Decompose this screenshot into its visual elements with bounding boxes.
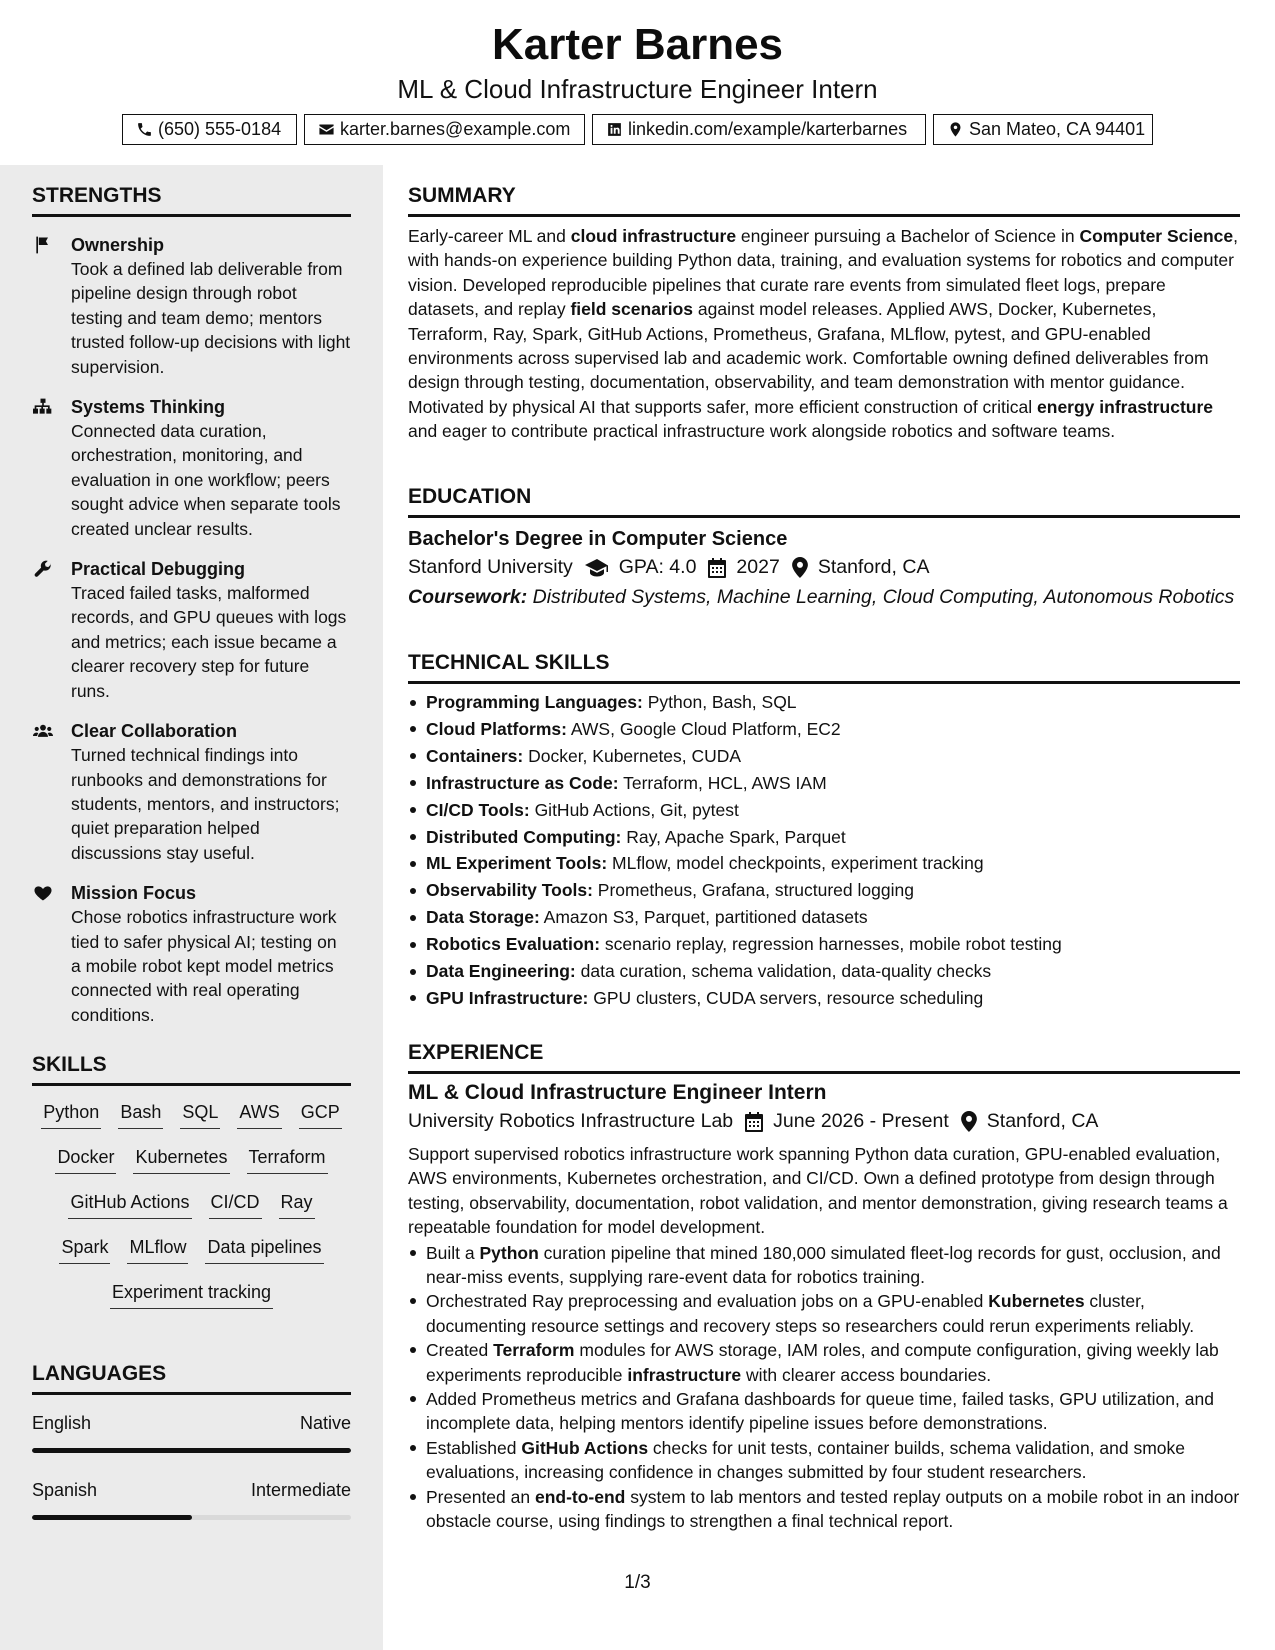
job-location: Stanford, CA [986,1110,1099,1132]
experience-bullet [408,1338,1240,1387]
text-run: Early-career ML and [408,226,571,246]
skill-values: GPU clusters, CUDA servers, resource scheduling [588,987,984,1008]
skill-category: Data Engineering: [426,961,576,982]
contact-email[interactable] [304,114,585,145]
page-number: 1/3 [624,1572,651,1593]
skill-values: data curation, schema validation, data-quality checks [575,961,992,982]
text-run: Established [426,1437,522,1458]
gpa-text: GPA: 4.0 [618,556,697,578]
technical-skill-item [408,904,1240,931]
emphasis-text: GitHub Actions [521,1437,649,1458]
technical-skill-item [408,743,1240,770]
technical-skills-list [408,689,1240,1012]
school-name: Stanford University [408,556,573,578]
skill-tag: Python [41,1101,101,1129]
technical-skill-item [408,877,1240,904]
skills-section [32,1053,351,1309]
calendar-icon [708,558,726,578]
contact-linkedin[interactable] [592,114,926,145]
summary-heading: SUMMARY [408,184,1240,217]
emphasis-text: end-to-end [534,1486,626,1507]
technical-skill-item [408,770,1240,797]
candidate-name: Karter Barnes [491,20,784,69]
experience-bullet [408,1289,1240,1338]
skill-values: Docker, Kubernetes, CUDA [523,745,742,766]
job-meta [408,1110,1240,1133]
strength-title: Mission Focus [71,883,197,904]
skill-tag: AWS [237,1101,281,1129]
text-run: modules for AWS storage, IAM roles, and compute configuration, giving weekly lab experiments reproducible [426,1340,1219,1385]
contact-phone[interactable] [122,114,297,145]
skill-tag: GCP [299,1101,342,1129]
graduation-cap-icon [585,558,609,578]
heart-icon [32,883,54,903]
language-item [32,1413,351,1453]
languages-heading: LANGUAGES [32,1362,351,1395]
phone-icon [136,121,153,138]
text-run: Orchestrated Ray preprocessing and evaluation jobs on a GPU-enabled [426,1291,989,1312]
skill-category: Infrastructure as Code: [426,772,619,793]
skill-category: GPU Infrastructure: [426,987,589,1008]
candidate-title: ML & Cloud Infrastructure Engineer Intern [397,74,878,104]
skill-category: CI/CD Tools: [426,799,530,820]
skill-tag: Ray [279,1191,315,1219]
strength-item [32,881,351,1027]
skill-tag: Docker [55,1146,116,1174]
strength-desc: Connected data curation, orchestration, monitoring, and evaluation in one workflow; peers sought advice when separate tools created unclear results. [71,421,341,539]
experience-bullet [408,1436,1240,1485]
language-level: Native [299,1413,351,1433]
experience-heading: EXPERIENCE [408,1041,1240,1074]
emphasis-text: Terraform [493,1340,575,1361]
language-level: Intermediate [250,1480,351,1500]
strengths-heading: STRENGTHS [32,184,351,217]
skill-values: Prometheus, Grafana, structured logging [592,880,914,901]
strength-item [32,557,351,703]
users-icon [32,721,54,741]
strength-title: Ownership [71,235,165,255]
text-run: Created [426,1340,494,1361]
skills-list [32,1086,351,1309]
strength-title: Practical Debugging [71,559,246,580]
map-pin-icon [792,557,808,578]
sitemap-icon [32,397,54,417]
technical-skill-item [408,716,1240,743]
summary-text [408,224,1240,444]
language-name: Spanish [32,1480,98,1500]
skill-values: scenario replay, regression harnesses, mobile robot testing [600,934,1062,955]
map-pin-icon [947,121,964,138]
map-pin-icon [961,1111,977,1132]
strength-item [32,395,351,541]
skill-tag: Experiment tracking [110,1281,273,1309]
job-dates: June 2026 - Present [773,1110,949,1132]
job-org: University Robotics Infrastructure Lab [408,1110,734,1132]
skill-tag: Spark [59,1236,110,1264]
sidebar [0,165,383,1650]
skill-tag: GitHub Actions [68,1191,191,1219]
technical-skills-section [408,651,1240,1012]
skill-tag: Bash [118,1101,163,1129]
contact-phone-text: (650) 555-0184 [158,119,282,139]
skill-values: MLflow, model checkpoints, experiment tracking [607,853,984,874]
skill-tag: Data pipelines [205,1236,323,1264]
experience-bullet [408,1387,1240,1436]
contact-email-text: karter.barnes@example.com [340,119,571,139]
envelope-icon [318,121,335,138]
languages-section [32,1362,351,1520]
contact-location-text: San Mateo, CA 94401 [969,119,1146,139]
text-run: engineer pursuing a Bachelor of Science in [736,226,1080,246]
strength-desc: Chose robotics infrastructure work tied to safer physical AI; testing on a mobile robot kept model metrics connected with real operating conditions. [71,907,337,1025]
skill-category: Robotics Evaluation: [426,934,601,955]
text-run: system to lab mentors and tested replay outputs on a mobile robot in an indoor obstacle course, using findings to strengthen a final technical report. [426,1486,1240,1532]
text-run: curation pipeline that mined 180,000 simulated fleet-log records for gust, occlusion, and near-miss events, supplying rare-event data for robotics training. [426,1242,1221,1288]
contact-bar [0,114,1275,145]
skill-category: Containers: [426,745,524,766]
technical-skill-item [408,985,1240,1012]
experience-section [408,1041,1240,1534]
technical-skill-item [408,931,1240,958]
technical-skills-heading: TECHNICAL SKILLS [408,651,1240,684]
education-heading: EDUCATION [408,485,1240,518]
technical-skill-item [408,797,1240,824]
wrench-icon [32,559,54,579]
coursework-text: Distributed Systems, Machine Learning, Cloud Computing, Autonomous Robotics [527,586,1235,608]
emphasis-text: Kubernetes [988,1291,1085,1312]
skill-category: ML Experiment Tools: [426,853,608,874]
skill-values: Terraform, HCL, AWS IAM [618,772,827,793]
strength-title: Clear Collaboration [71,721,238,742]
job-summary: Support supervised robotics infrastructure work spanning Python data curation, GPU-enabled evaluation, AWS environments, Kubernetes orchestration, and CI/CD. Own a defined prototype from design through testing, observability, documentation, robot validation, and mentor demonstration, giving research teams a repeatable foundation for model development. [408,1144,1228,1238]
coursework-label: Coursework: [408,586,528,608]
skill-tag: Terraform [247,1146,328,1174]
emphasis-text: field scenarios [570,299,694,320]
job-role: ML & Cloud Infrastructure Engineer Intern [408,1081,827,1104]
skill-values: Amazon S3, Parquet, partitioned datasets [539,907,868,928]
skill-category: Data Storage: [426,907,540,928]
skill-tag: MLflow [127,1236,188,1264]
emphasis-text: cloud infrastructure [570,226,737,246]
text-run: Presented an [426,1486,535,1507]
technical-skill-item [408,958,1240,985]
contact-linkedin-text: linkedin.com/example/karterbarnes [628,119,908,139]
emphasis-text: Computer Science [1079,226,1234,246]
language-bar-fill [32,1515,192,1520]
contact-location[interactable] [933,114,1153,145]
strength-item [32,719,351,865]
language-bar-fill [32,1448,351,1453]
skill-tag: Kubernetes [133,1146,229,1174]
text-run: Added Prometheus metrics and Grafana dashboards for queue time, failed tasks, GPU utilization, and incomplete data, helping mentors identify pipeline issues before demonstrations. [426,1389,1214,1434]
text-run: and eager to contribute practical infrastructure work alongside robotics and software teams. [408,421,1116,442]
skill-values: GitHub Actions, Git, pytest [529,799,739,820]
strengths-section [32,184,351,1027]
technical-skill-item [408,689,1240,716]
language-bar [32,1515,351,1520]
resume-header [0,0,1275,165]
skill-category: Programming Languages: [426,692,643,712]
technical-skill-item [408,824,1240,851]
education-section [408,485,1240,609]
skill-values: AWS, Google Cloud Platform, EC2 [566,718,841,739]
summary-section [408,184,1240,444]
emphasis-text: Python [479,1242,539,1263]
skill-category: Distributed Computing: [426,826,622,847]
strength-desc: Took a defined lab deliverable from pipeline design through robot testing and team demo; mentors trusted follow-up decisions with light supervision. [71,259,351,377]
technical-skill-item [408,850,1240,877]
language-item [32,1480,351,1520]
skill-values: Ray, Apache Spark, Parquet [621,826,846,847]
emphasis-text: infrastructure [627,1364,742,1385]
text-run: , with hands-on experience building Python data, training, and evaluation systems for robotics and computer vision. Developed reproducible pipelines that curate rare events from simulated fleet logs, prepare datasets, and replay [408,226,1239,320]
strength-desc: Traced failed tasks, malformed records, and GPU queues with logs and metrics; each issue became a clearer recovery step for future runs. [71,583,347,701]
flag-icon [32,235,54,255]
text-run: cluster, documenting resource settings and recovery steps so researchers could rerun experiments reliably. [426,1291,1195,1336]
coursework [408,585,1240,609]
language-name: English [32,1413,92,1433]
language-bar [32,1448,351,1453]
job-bullets [408,1241,1240,1534]
education-meta [408,556,1240,579]
skills-heading: SKILLS [32,1053,351,1086]
text-run: against model releases. Applied AWS, Docker, Kubernetes, Terraform, Ray, Spark, GitHub Actions, Prometheus, Grafana, MLflow, pytest, and GPU-enabled environments across supervised lab and academic work. Comfortable owning defined deliverables from design through testing, documentation, observability, and team demonstration with mentor guidance. Motivated by physical AI that supports safer, more efficient construction of critical [408,299,1209,417]
strength-title: Systems Thinking [71,397,226,418]
linkedin-icon [606,121,623,138]
emphasis-text: energy infrastructure [1037,396,1214,417]
skill-category: Cloud Platforms: [426,718,567,739]
strength-item [32,233,351,379]
skill-category: Observability Tools: [426,880,593,901]
calendar-icon [745,1112,763,1132]
skill-values: Python, Bash, SQL [642,692,797,712]
skill-tag: SQL [180,1101,220,1129]
strength-desc: Turned technical findings into runbooks and demonstrations for students, mentors, and instructors; quiet preparation helped discussions stay useful. [71,745,340,863]
graduation-year: 2027 [736,556,780,578]
text-run: Built a [426,1242,480,1263]
skill-tag: CI/CD [209,1191,262,1219]
experience-bullet [408,1485,1240,1534]
text-run: with clearer access boundaries. [741,1364,992,1385]
text-run: checks for unit tests, container builds, schema validation, and smoke evaluations, increasing confidence in changes submitted by four student researchers. [426,1437,1185,1483]
degree-title: Bachelor's Degree in Computer Science [408,528,788,550]
experience-bullet [408,1241,1240,1290]
school-location: Stanford, CA [817,556,930,578]
